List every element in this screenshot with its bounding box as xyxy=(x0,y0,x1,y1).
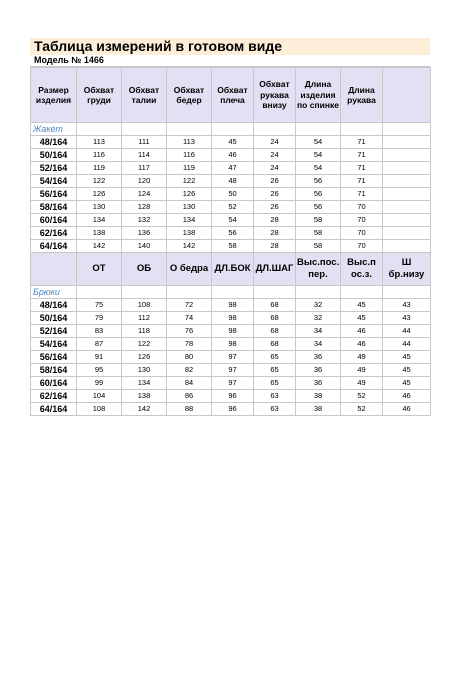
trousers-header-row xyxy=(31,253,431,286)
value-cell: 96 xyxy=(212,403,254,416)
size-cell: 64/164 xyxy=(31,403,77,416)
value-cell: 140 xyxy=(122,240,167,253)
value-cell: 98 xyxy=(212,338,254,351)
section-blank-cell xyxy=(167,286,212,299)
value-cell: 52 xyxy=(212,201,254,214)
value-cell: 71 xyxy=(341,162,383,175)
value-cell: 70 xyxy=(341,214,383,227)
jacket-body xyxy=(31,123,431,253)
value-cell: 134 xyxy=(77,214,122,227)
value-cell: 126 xyxy=(167,188,212,201)
value-cell: 44 xyxy=(383,325,431,338)
value-cell: 50 xyxy=(212,188,254,201)
value-cell: 70 xyxy=(341,240,383,253)
section-blank-cell xyxy=(296,286,341,299)
value-cell: 45 xyxy=(383,364,431,377)
value-cell: 26 xyxy=(254,201,296,214)
value-cell: 56 xyxy=(296,188,341,201)
value-cell: 114 xyxy=(122,149,167,162)
value-cell: 43 xyxy=(383,299,431,312)
value-cell: 97 xyxy=(212,377,254,390)
value-cell: 120 xyxy=(122,175,167,188)
section-blank-cell xyxy=(254,286,296,299)
section-blank-cell xyxy=(212,286,254,299)
size-cell: 58/164 xyxy=(31,364,77,377)
section-blank-cell xyxy=(383,123,431,136)
value-cell: 46 xyxy=(341,325,383,338)
table-row xyxy=(31,390,431,403)
table-row xyxy=(31,227,431,240)
table-row xyxy=(31,149,431,162)
sheet-title: Таблица измерений в готовом виде xyxy=(30,38,430,55)
value-cell: 130 xyxy=(77,201,122,214)
trousers-header-cell: ДЛ.ШАГ xyxy=(254,253,296,286)
value-cell: 52 xyxy=(341,403,383,416)
table-row xyxy=(31,351,431,364)
value-cell: 75 xyxy=(77,299,122,312)
table-row xyxy=(31,175,431,188)
section-blank-cell xyxy=(212,123,254,136)
size-cell: 56/164 xyxy=(31,188,77,201)
value-cell: 45 xyxy=(383,351,431,364)
table-row xyxy=(31,377,431,390)
value-cell: 136 xyxy=(122,227,167,240)
value-cell: 113 xyxy=(77,136,122,149)
value-cell: 46 xyxy=(212,149,254,162)
size-cell: 60/164 xyxy=(31,214,77,227)
jacket-header-row xyxy=(31,68,431,123)
value-cell: 86 xyxy=(167,390,212,403)
trousers-header-cell: О бедра xyxy=(167,253,212,286)
value-cell: 26 xyxy=(254,175,296,188)
value-cell: 56 xyxy=(212,227,254,240)
value-cell: 108 xyxy=(77,403,122,416)
trousers-section-row xyxy=(31,286,431,299)
value-cell: 46 xyxy=(383,403,431,416)
model-number: Модель № 1466 xyxy=(30,55,430,67)
value-cell: 97 xyxy=(212,364,254,377)
jacket-header-cell: Длина рукава xyxy=(341,68,383,123)
size-cell: 50/164 xyxy=(31,312,77,325)
value-cell: 68 xyxy=(254,338,296,351)
value-cell: 70 xyxy=(341,227,383,240)
table-row xyxy=(31,188,431,201)
section-blank-cell xyxy=(77,123,122,136)
value-cell: 24 xyxy=(254,149,296,162)
value-cell: 138 xyxy=(122,390,167,403)
jacket-header-cell: Обхват плеча xyxy=(212,68,254,123)
value-cell xyxy=(383,162,431,175)
value-cell: 130 xyxy=(167,201,212,214)
value-cell: 58 xyxy=(296,240,341,253)
value-cell xyxy=(383,227,431,240)
size-cell: 62/164 xyxy=(31,390,77,403)
value-cell: 116 xyxy=(167,149,212,162)
value-cell xyxy=(383,240,431,253)
jacket-header-cell xyxy=(383,68,431,123)
value-cell: 52 xyxy=(341,390,383,403)
value-cell: 63 xyxy=(254,390,296,403)
value-cell: 118 xyxy=(122,325,167,338)
table-row xyxy=(31,312,431,325)
value-cell: 65 xyxy=(254,364,296,377)
value-cell: 122 xyxy=(167,175,212,188)
table-row xyxy=(31,162,431,175)
size-cell: 64/164 xyxy=(31,240,77,253)
value-cell: 45 xyxy=(383,377,431,390)
value-cell: 54 xyxy=(296,149,341,162)
value-cell: 58 xyxy=(296,214,341,227)
value-cell: 80 xyxy=(167,351,212,364)
value-cell: 119 xyxy=(167,162,212,175)
value-cell: 113 xyxy=(167,136,212,149)
value-cell: 32 xyxy=(296,299,341,312)
value-cell: 142 xyxy=(77,240,122,253)
value-cell: 98 xyxy=(212,299,254,312)
value-cell: 72 xyxy=(167,299,212,312)
table-row xyxy=(31,338,431,351)
value-cell: 28 xyxy=(254,227,296,240)
trousers-body xyxy=(31,253,431,416)
value-cell: 134 xyxy=(167,214,212,227)
value-cell: 104 xyxy=(77,390,122,403)
value-cell: 98 xyxy=(212,325,254,338)
measurement-sheet xyxy=(30,38,430,416)
value-cell: 79 xyxy=(77,312,122,325)
value-cell: 56 xyxy=(296,175,341,188)
size-cell: 48/164 xyxy=(31,299,77,312)
value-cell xyxy=(383,136,431,149)
jacket-section-label: Жакет xyxy=(31,123,77,136)
value-cell: 142 xyxy=(167,240,212,253)
value-cell: 98 xyxy=(212,312,254,325)
value-cell: 88 xyxy=(167,403,212,416)
value-cell: 112 xyxy=(122,312,167,325)
trousers-section-label: Брюки xyxy=(31,286,77,299)
value-cell: 36 xyxy=(296,377,341,390)
value-cell: 46 xyxy=(383,390,431,403)
value-cell: 47 xyxy=(212,162,254,175)
table-row xyxy=(31,214,431,227)
table-row xyxy=(31,403,431,416)
value-cell: 128 xyxy=(122,201,167,214)
value-cell: 38 xyxy=(296,390,341,403)
size-cell: 62/164 xyxy=(31,227,77,240)
trousers-header-cell: Выс.п ос.з. xyxy=(341,253,383,286)
value-cell: 45 xyxy=(212,136,254,149)
jacket-header-cell: Обхват груди xyxy=(77,68,122,123)
size-cell: 52/164 xyxy=(31,162,77,175)
value-cell: 95 xyxy=(77,364,122,377)
value-cell: 91 xyxy=(77,351,122,364)
value-cell: 122 xyxy=(122,338,167,351)
section-blank-cell xyxy=(167,123,212,136)
value-cell: 58 xyxy=(296,227,341,240)
value-cell: 84 xyxy=(167,377,212,390)
value-cell: 63 xyxy=(254,403,296,416)
jacket-header-cell: Обхват рукава внизу xyxy=(254,68,296,123)
section-blank-cell xyxy=(341,123,383,136)
value-cell: 70 xyxy=(341,201,383,214)
table-row xyxy=(31,299,431,312)
value-cell: 24 xyxy=(254,162,296,175)
value-cell: 99 xyxy=(77,377,122,390)
size-cell: 58/164 xyxy=(31,201,77,214)
value-cell: 26 xyxy=(254,188,296,201)
value-cell: 36 xyxy=(296,351,341,364)
value-cell xyxy=(383,175,431,188)
value-cell: 111 xyxy=(122,136,167,149)
size-cell: 54/164 xyxy=(31,338,77,351)
value-cell: 24 xyxy=(254,136,296,149)
jacket-header-cell: Обхват талии xyxy=(122,68,167,123)
value-cell: 48 xyxy=(212,175,254,188)
section-blank-cell xyxy=(296,123,341,136)
value-cell: 76 xyxy=(167,325,212,338)
trousers-header-cell: ДЛ.БОК xyxy=(212,253,254,286)
size-cell: 50/164 xyxy=(31,149,77,162)
value-cell: 44 xyxy=(383,338,431,351)
value-cell: 117 xyxy=(122,162,167,175)
value-cell: 134 xyxy=(122,377,167,390)
value-cell: 87 xyxy=(77,338,122,351)
value-cell: 124 xyxy=(122,188,167,201)
value-cell: 83 xyxy=(77,325,122,338)
size-cell: 48/164 xyxy=(31,136,77,149)
value-cell: 138 xyxy=(167,227,212,240)
value-cell: 34 xyxy=(296,325,341,338)
value-cell: 54 xyxy=(296,136,341,149)
value-cell: 82 xyxy=(167,364,212,377)
value-cell: 71 xyxy=(341,149,383,162)
section-blank-cell xyxy=(341,286,383,299)
value-cell: 78 xyxy=(167,338,212,351)
value-cell: 54 xyxy=(212,214,254,227)
table-row xyxy=(31,240,431,253)
value-cell: 71 xyxy=(341,136,383,149)
value-cell: 28 xyxy=(254,214,296,227)
value-cell xyxy=(383,149,431,162)
value-cell: 56 xyxy=(296,201,341,214)
measurement-table xyxy=(30,67,431,416)
trousers-header-cell: Ш бр.низу xyxy=(383,253,431,286)
value-cell: 116 xyxy=(77,149,122,162)
value-cell: 54 xyxy=(296,162,341,175)
value-cell: 130 xyxy=(122,364,167,377)
value-cell: 96 xyxy=(212,390,254,403)
value-cell: 65 xyxy=(254,351,296,364)
value-cell: 68 xyxy=(254,299,296,312)
value-cell: 142 xyxy=(122,403,167,416)
value-cell: 68 xyxy=(254,325,296,338)
value-cell: 43 xyxy=(383,312,431,325)
value-cell: 119 xyxy=(77,162,122,175)
value-cell: 126 xyxy=(122,351,167,364)
value-cell: 74 xyxy=(167,312,212,325)
value-cell: 138 xyxy=(77,227,122,240)
value-cell xyxy=(383,188,431,201)
value-cell: 49 xyxy=(341,377,383,390)
value-cell: 45 xyxy=(341,299,383,312)
value-cell: 126 xyxy=(77,188,122,201)
value-cell: 97 xyxy=(212,351,254,364)
value-cell: 68 xyxy=(254,312,296,325)
value-cell: 65 xyxy=(254,377,296,390)
jacket-section-row xyxy=(31,123,431,136)
value-cell: 122 xyxy=(77,175,122,188)
section-blank-cell xyxy=(254,123,296,136)
trousers-header-cell: Выс.пос. пер. xyxy=(296,253,341,286)
value-cell: 34 xyxy=(296,338,341,351)
jacket-header-cell: Размер изделия xyxy=(31,68,77,123)
value-cell: 28 xyxy=(254,240,296,253)
value-cell: 46 xyxy=(341,338,383,351)
value-cell: 32 xyxy=(296,312,341,325)
section-blank-cell xyxy=(383,286,431,299)
value-cell xyxy=(383,201,431,214)
value-cell: 108 xyxy=(122,299,167,312)
table-row xyxy=(31,325,431,338)
jacket-header-cell: Обхват бедер xyxy=(167,68,212,123)
value-cell: 36 xyxy=(296,364,341,377)
value-cell: 58 xyxy=(212,240,254,253)
table-row xyxy=(31,364,431,377)
size-cell: 54/164 xyxy=(31,175,77,188)
table-row xyxy=(31,201,431,214)
value-cell: 71 xyxy=(341,188,383,201)
size-cell: 60/164 xyxy=(31,377,77,390)
value-cell: 71 xyxy=(341,175,383,188)
trousers-header-cell: ОТ xyxy=(77,253,122,286)
section-blank-cell xyxy=(122,286,167,299)
trousers-header-cell xyxy=(31,253,77,286)
value-cell: 45 xyxy=(341,312,383,325)
table-row xyxy=(31,136,431,149)
value-cell: 38 xyxy=(296,403,341,416)
value-cell: 132 xyxy=(122,214,167,227)
value-cell xyxy=(383,214,431,227)
jacket-header-cell: Длина изделия по спинке xyxy=(296,68,341,123)
section-blank-cell xyxy=(122,123,167,136)
section-blank-cell xyxy=(77,286,122,299)
size-cell: 52/164 xyxy=(31,325,77,338)
value-cell: 49 xyxy=(341,351,383,364)
value-cell: 49 xyxy=(341,364,383,377)
size-cell: 56/164 xyxy=(31,351,77,364)
trousers-header-cell: ОБ xyxy=(122,253,167,286)
